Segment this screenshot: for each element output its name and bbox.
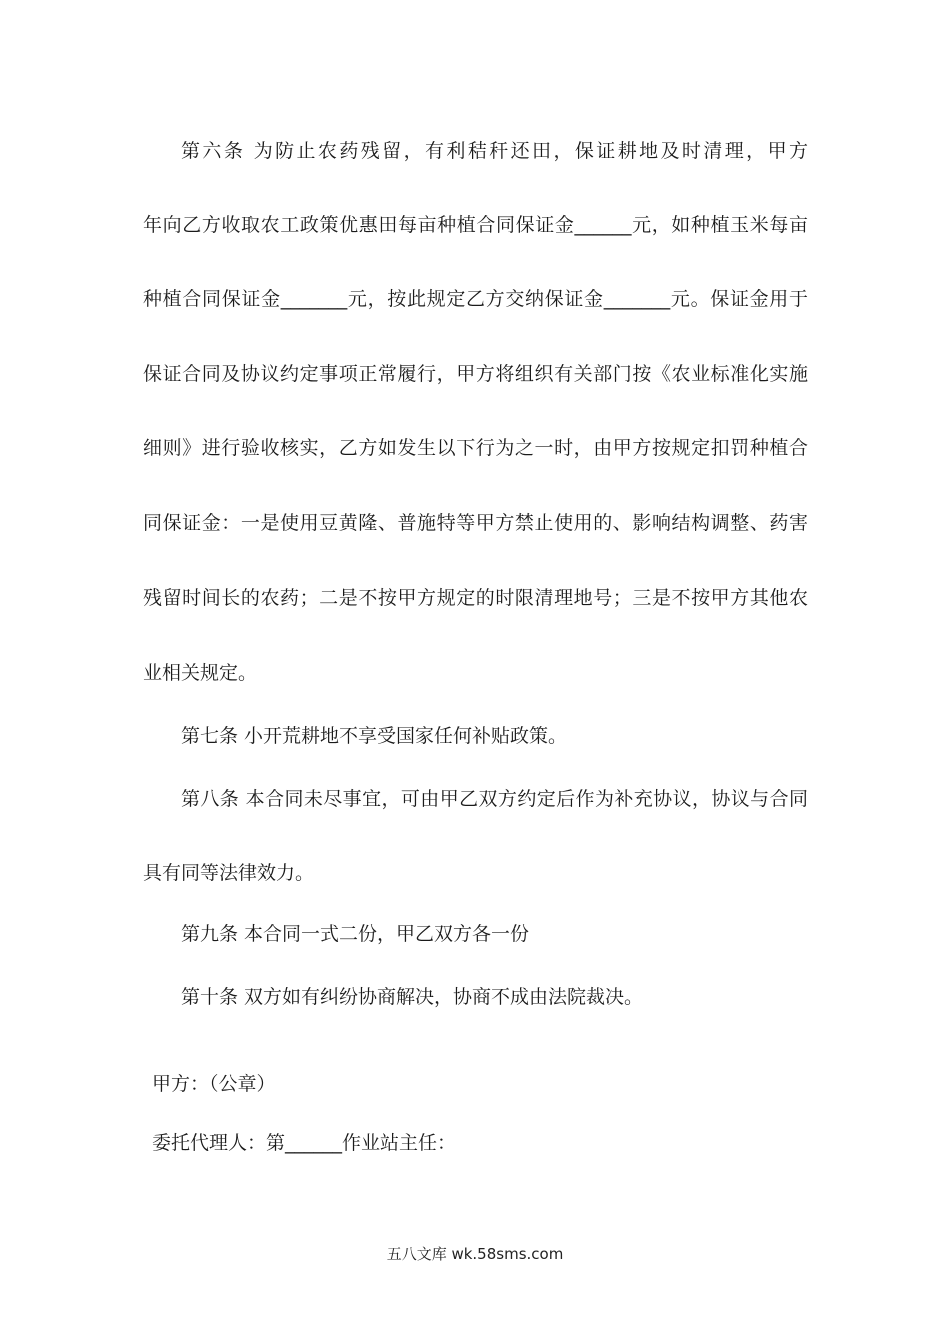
article-10: 第十条 双方如有纠纷协商解决，协商不成由法院裁决。 bbox=[181, 986, 644, 1008]
footer-watermark: 五八文库 wk.58sms.com bbox=[386, 1245, 564, 1263]
article-8-line-2: 具有同等法律效力。 bbox=[143, 862, 315, 884]
article-6-line-5: 细则》进行验收核实，乙方如发生以下行为之一时，由甲方按规定扣罚种植合 bbox=[143, 437, 808, 459]
article-6-line-8: 业相关规定。 bbox=[143, 662, 258, 684]
article-6-line-2: 年向乙方收取农工政策优惠田每亩种植合同保证金______元，如种植玉米每亩 bbox=[143, 214, 808, 236]
article-8-line-1: 第八条 本合同未尽事宜，可由甲乙双方约定后作为补充协议，协议与合同 bbox=[181, 788, 808, 810]
article-6-line-1: 第六条 为防止农药残留，有利秸秆还田，保证耕地及时清理，甲方 bbox=[181, 140, 808, 162]
article-6-line-3: 种植合同保证金_______元，按此规定乙方交纳保证金_______元。保证金用于 bbox=[143, 288, 808, 310]
article-6-line-4: 保证合同及协议约定事项正常履行，甲方将组织有关部门按《农业标准化实施 bbox=[143, 363, 808, 385]
article-6-line-7: 残留时间长的农药；二是不按甲方规定的时限清理地号；三是不按甲方其他农 bbox=[143, 587, 808, 609]
article-7: 第七条 小开荒耕地不享受国家任何补贴政策。 bbox=[181, 725, 568, 747]
party-a-seal: 甲方：（公章） bbox=[152, 1073, 276, 1095]
article-6-line-6: 同保证金：一是使用豆黄隆、普施特等甲方禁止使用的、影响结构调整、药害 bbox=[143, 512, 808, 534]
authorized-agent: 委托代理人：第______作业站主任： bbox=[152, 1132, 457, 1154]
article-9: 第九条 本合同一式二份，甲乙双方各一份 bbox=[181, 923, 530, 945]
